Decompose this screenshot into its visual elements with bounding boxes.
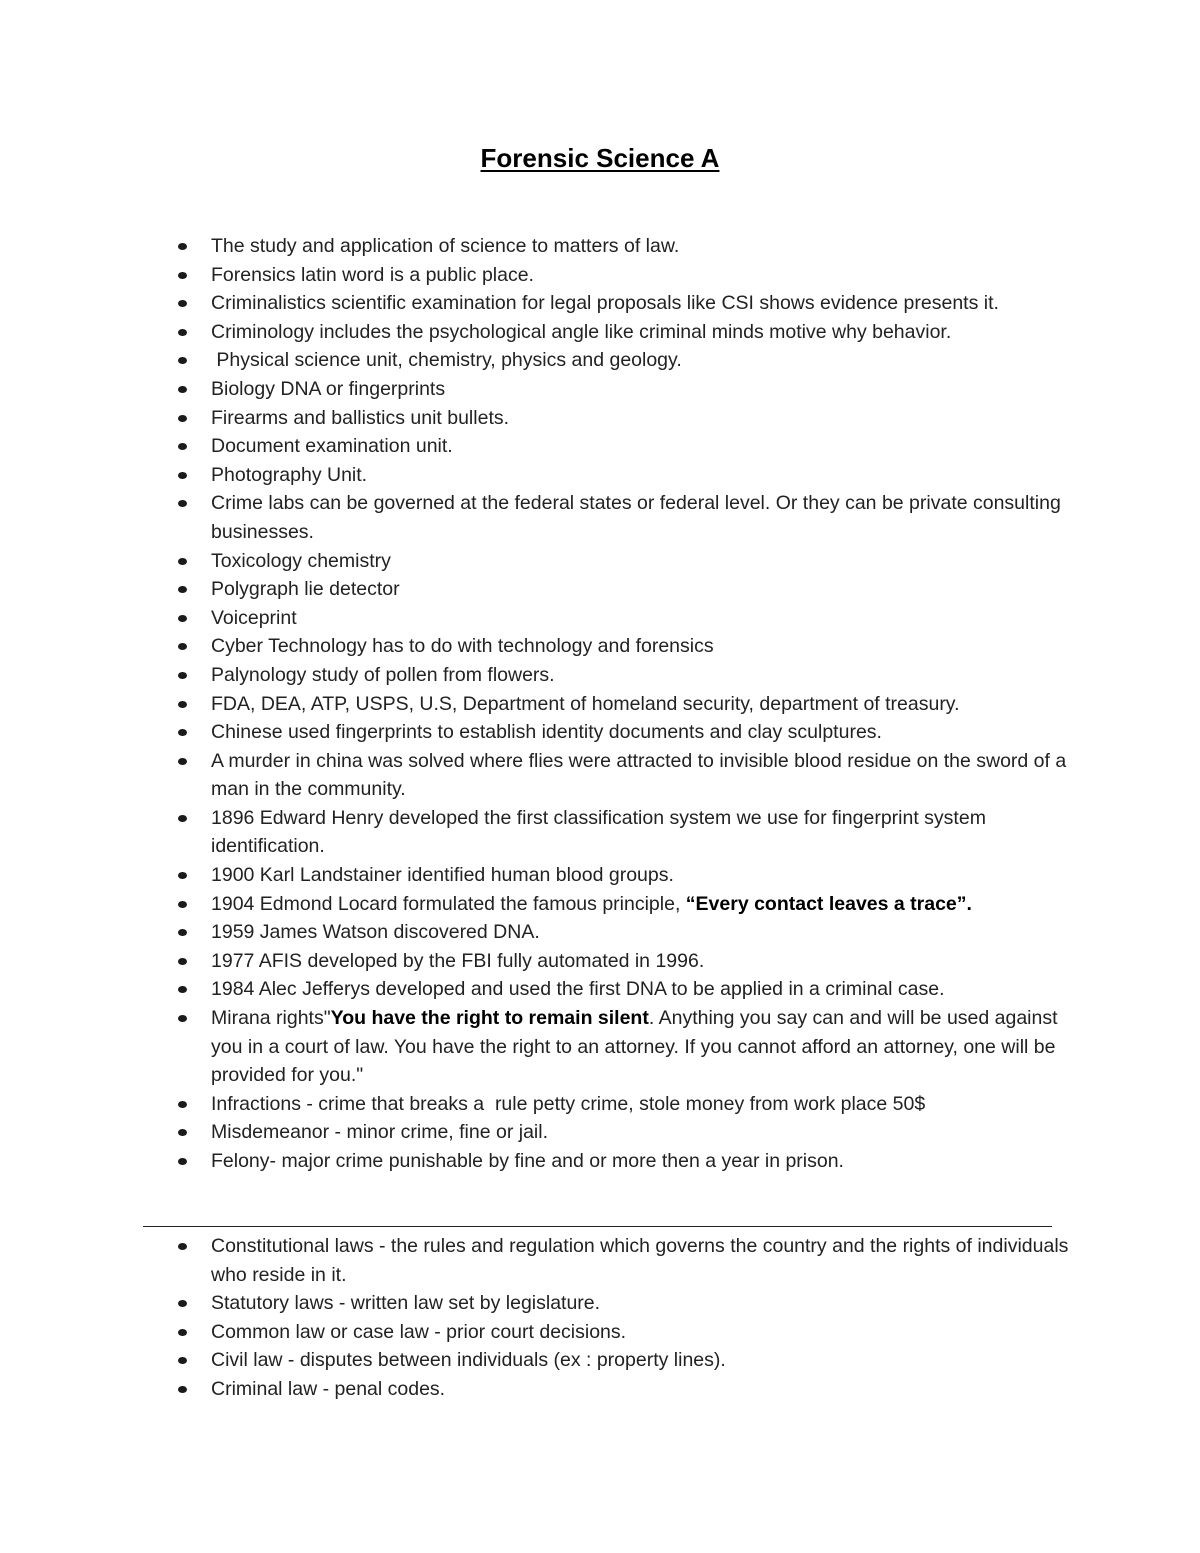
page-title: Forensic Science A <box>480 143 720 173</box>
list-item-text: Infractions - crime that breaks a rule petty crime, stole money from work place 50$ <box>211 1092 926 1115</box>
bullet-icon <box>178 1015 187 1022</box>
list-item-text: Criminalistics scientific examination for legal proposals like CSI shows evidence presents it. <box>211 292 999 315</box>
list-item-text: Photography Unit. <box>211 463 368 486</box>
list-item <box>0 890 1071 919</box>
list-item <box>0 289 1071 318</box>
bullet-icon <box>178 815 187 822</box>
list-item-text: Voiceprint <box>211 606 297 629</box>
bullet-icon <box>178 415 187 422</box>
list-item-text: Polygraph lie detector <box>211 578 400 601</box>
list-item-text: Palynology study of pollen from flowers. <box>211 663 555 686</box>
bullet-icon <box>178 500 187 507</box>
list-item-text: 1896 Edward Henry developed the first classification system we use for fingerprint system identification. <box>211 806 992 858</box>
bullet-icon <box>178 929 187 936</box>
list-item-text: Toxicology chemistry <box>211 549 391 572</box>
bullet-icon <box>178 729 187 736</box>
list-item <box>0 690 1071 719</box>
list-item-text: Felony- major crime punishable by fine and or more then a year in prison. <box>211 1150 844 1172</box>
miranda-rest-text: . Anything you say can and will be used against you in a court of law. You have the right to an attorney. If you cannot afford an attorney, one will be provided for you." <box>211 1007 1063 1087</box>
list-item <box>0 232 1071 261</box>
list-item <box>0 1318 1071 1347</box>
bullet-icon <box>178 1158 187 1165</box>
bullet-icon <box>178 901 187 908</box>
bullet-icon <box>178 357 187 364</box>
bullet-icon <box>178 672 187 679</box>
list-item <box>0 1232 1074 1289</box>
list-item <box>0 1118 1071 1147</box>
list-item <box>0 718 1071 747</box>
bullet-icon <box>178 643 187 650</box>
bullet-icon <box>178 300 187 307</box>
list-item <box>0 575 1071 604</box>
list-item <box>0 1289 1071 1318</box>
notes-list <box>0 232 1071 1176</box>
bullet-icon <box>178 586 187 593</box>
list-item-text: 1959 James Watson discovered DNA. <box>211 921 540 944</box>
list-item <box>0 261 1071 290</box>
bullet-icon <box>178 329 187 336</box>
list-item <box>0 432 1071 461</box>
bullet-icon <box>178 1357 187 1364</box>
list-item-text: Physical science unit, chemistry, physics and geology. <box>211 349 682 372</box>
list-item <box>0 461 1071 490</box>
bullet-icon <box>178 958 187 965</box>
list-item <box>0 1004 1071 1090</box>
list-item <box>0 804 1071 861</box>
laws-list <box>0 1232 1074 1404</box>
list-item <box>0 1346 1071 1375</box>
list-item <box>0 1147 1071 1176</box>
locard-principle-quote: “Every contact leaves a trace”. <box>685 892 972 915</box>
bullet-icon <box>178 615 187 622</box>
list-item-text: Biology DNA or fingerprints <box>211 377 446 400</box>
bullet-icon <box>178 872 187 879</box>
list-item <box>0 918 1071 947</box>
bullet-icon <box>178 386 187 393</box>
bullet-icon <box>178 272 187 279</box>
list-item-text: 1904 Edmond Locard formulated the famous principle, <box>211 892 686 915</box>
list-item <box>0 547 1071 576</box>
list-item-text: Constitutional laws - the rules and regulation which governs the country and the rights of individuals who reside in it. <box>211 1235 1074 1286</box>
list-item-text: Cyber Technology has to do with technology and forensics <box>211 635 714 658</box>
bullet-icon <box>178 243 187 250</box>
list-item <box>0 404 1071 433</box>
list-item-text: Civil law - disputes between individuals (ex : property lines). <box>211 1349 726 1372</box>
list-item-text: A murder in china was solved where flies were attracted to invisible blood residue on the sword of a man in the community. <box>211 749 1072 801</box>
list-item <box>0 747 1071 804</box>
list-item-text: Chinese used fingerprints to establish identity documents and clay sculptures. <box>211 721 882 744</box>
bullet-icon <box>178 986 187 993</box>
list-item <box>0 375 1071 404</box>
list-item <box>0 975 1071 1004</box>
list-item-text: Crime labs can be governed at the federal states or federal level. Or they can be private consulting businesses. <box>211 492 1067 543</box>
bullet-icon <box>178 701 187 708</box>
list-item <box>0 346 1071 375</box>
bullet-icon <box>178 1243 187 1250</box>
list-item-text: 1977 AFIS developed by the FBI fully automated in 1996. <box>211 949 705 972</box>
miranda-bold-phrase: You have the right to remain silent <box>330 1007 649 1030</box>
list-item <box>0 318 1071 347</box>
list-item-text: 1900 Karl Landstainer identified human blood groups. <box>211 864 674 887</box>
bullet-icon <box>178 558 187 565</box>
bullet-icon <box>178 472 187 479</box>
list-item-text: The study and application of science to matters of law. <box>211 235 680 257</box>
section-divider <box>143 1226 1052 1227</box>
list-item-text: Criminology includes the psychological angle like criminal minds motive why behavior. <box>211 320 952 343</box>
bullet-icon <box>178 758 187 765</box>
bullet-icon <box>178 1386 187 1393</box>
list-item-text: Statutory laws - written law set by legislature. <box>211 1292 601 1315</box>
list-item <box>0 661 1071 690</box>
list-item <box>0 1090 1071 1119</box>
list-item-text: 1984 Alec Jefferys developed and used the first DNA to be applied in a criminal case. <box>211 978 945 1001</box>
list-item-text: FDA, DEA, ATP, USPS, U.S, Department of homeland security, department of treasury. <box>211 692 960 715</box>
bullet-icon <box>178 443 187 450</box>
bullet-icon <box>178 1101 187 1108</box>
list-item-text: Forensics latin word is a public place. <box>211 263 534 286</box>
bullet-icon <box>178 1300 187 1307</box>
list-item-text: Document examination unit. <box>211 435 453 458</box>
list-item-text: Misdemeanor - minor crime, fine or jail. <box>211 1121 549 1144</box>
list-item <box>0 489 1071 546</box>
list-item <box>0 947 1071 976</box>
list-item <box>0 861 1071 890</box>
list-item-text: Criminal law - penal codes. <box>211 1377 446 1400</box>
list-item-text: Common law or case law - prior court decisions. <box>211 1320 627 1343</box>
list-item <box>0 632 1071 661</box>
list-item-text: Firearms and ballistics unit bullets. <box>211 406 510 429</box>
list-item-text: Mirana rights" <box>211 1007 331 1030</box>
bullet-icon <box>178 1129 187 1136</box>
list-item <box>0 1375 1071 1404</box>
list-item <box>0 604 1071 633</box>
bullet-icon <box>178 1329 187 1336</box>
